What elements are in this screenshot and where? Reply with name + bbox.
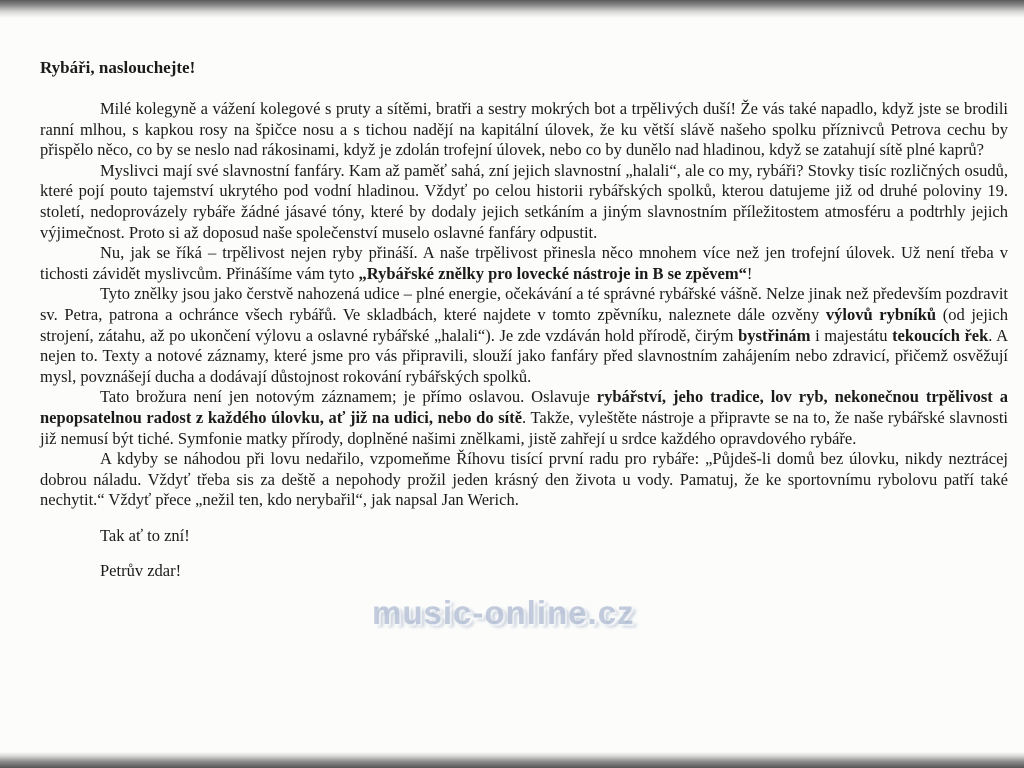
text-run: . A nejen to. Texty a notové záznamy, které jsme pro vás připravili, slouží jako fanfáry před slavnostním zahájením nebo zdravicí, přičemž osvěžují mysl, povznášejí ducha a dodávají důstojnost rokování rybářských spolků. [40, 325, 1009, 386]
scan-edge-top [0, 0, 1024, 18]
text-run-bold: rybářství, jeho tradice, lov ryb, nekonečnou trpělivost a nepopsatelnou radost z každého úlovku, ať již na udici, nebo do sítě [40, 387, 1008, 427]
text-run-bold: tekoucích řek [892, 325, 989, 345]
text-run: Milé kolegyně a vážení kolegové s pruty a sítěmi, bratři a sestry mokrých bot a trpělivých duší! Že vás také napadlo, když jste se brodili ranní mlhou, s kapkou rosy na špičce nosu a s tichou nadějí na kapitální úlovek, že ku větší slávě našeho spolku příznivců Petrova cechu by přispělo něco, co by se neslo nad rákosinami, když je zdolán trofejní úlovek, nebo co by dunělo nad hladinou, když se zatahují sítě plné kaprů? [40, 99, 1008, 160]
paragraph [40, 387, 1008, 449]
text-run: A kdyby se náhodou při lovu nedařilo, vzpomeňme Říhovu tisící první radu pro rybáře: „Půjdeš-li domů bez úlovku, nikdy neztrácej dobrou náladu. Vždyť třeba sis za deště a nepohody prožil jeden krásný den života u vody. Pamatuj, že ke sportovnímu rybolovu patří také nechytit.“ Vždyť přece „nežil ten, kdo nerybařil“, jak napsal Jan Werich. [40, 449, 1008, 510]
text-run: Nu, jak se říká – trpělivost nejen ryby přináší. A naše trpělivost přinesla něco mnohem více než jen trofejní úlovek. Už není třeba v tichosti závidět myslivcům. Přinášíme vám tyto [40, 243, 1008, 283]
text-run: (od jejich strojení, zátahu, až po ukončení výlovu a oslavné rybářské „halali“). Je zde vzdáván hold přírodě, čirým [40, 304, 1008, 345]
text-run-bold: bystřinám [738, 325, 811, 345]
paragraph [40, 243, 1008, 284]
paragraph [40, 526, 1008, 547]
text-run: ! [746, 263, 753, 283]
document-paragraphs [40, 99, 1008, 582]
text-run-bold: výlovů rybníků [825, 304, 937, 324]
text-run: i majestátu [810, 325, 893, 345]
paragraph [40, 99, 1008, 161]
scan-edge-bottom [0, 752, 1024, 768]
paragraph [40, 561, 1008, 582]
text-run: Myslivci mají své slavnostní fanfáry. Kam až paměť sahá, zní jejich slavnostní „halali“, ale co my, rybáři? Stovky tisíc rozličných osudů, které pojí pouto tajemství ukrytého pod vodní hladinou. Vždyť po celou historii rybářských spolků, kterou datujeme již od druhé poloviny 19. století, nedoprovázely rybáře žádné jásavé tóny, které by dodaly jejich setkáním a jiným slavnostním příležitostem atmosféru a podtrhly jejich výjimečnost. Proto si až doposud naše společenství muselo oslavné fanfáry odpustit. [40, 160, 1008, 242]
text-run: Tak ať to zní! [100, 525, 190, 545]
watermark: music-online.cz [372, 594, 635, 631]
document-title: Rybáři, naslouchejte! [40, 58, 196, 77]
paragraph [40, 284, 1008, 387]
document-content [40, 58, 1008, 582]
text-run: Tyto znělky jsou jako čerstvě nahozená udice – plné energie, očekávání a té správné rybářské vášně. Nelze jinak než především pozdravit sv. Petra, patrona a ochránce všech rybářů. Ve skladbách, které najdete v tomto zpěvníku, naleznete dále ozvěny [40, 284, 1008, 324]
text-run: Petrův zdar! [100, 561, 182, 581]
paragraph [40, 161, 1008, 243]
paragraph [40, 449, 1008, 511]
text-run: Tato brožura není jen notovým záznamem; je přímo oslavou. Oslavuje [100, 387, 597, 407]
text-run-bold: „Rybářské znělky pro lovecké nástroje in B se zpěvem“ [358, 263, 747, 283]
text-run: . Takže, vyleštěte nástroje a připravte se na to, že naše rybářské slavnosti již nemusí být tiché. Symfonie matky přírody, doplněné našimi znělkami, jistě zahřejí u srdce každého opravdového rybáře. [40, 407, 1008, 448]
